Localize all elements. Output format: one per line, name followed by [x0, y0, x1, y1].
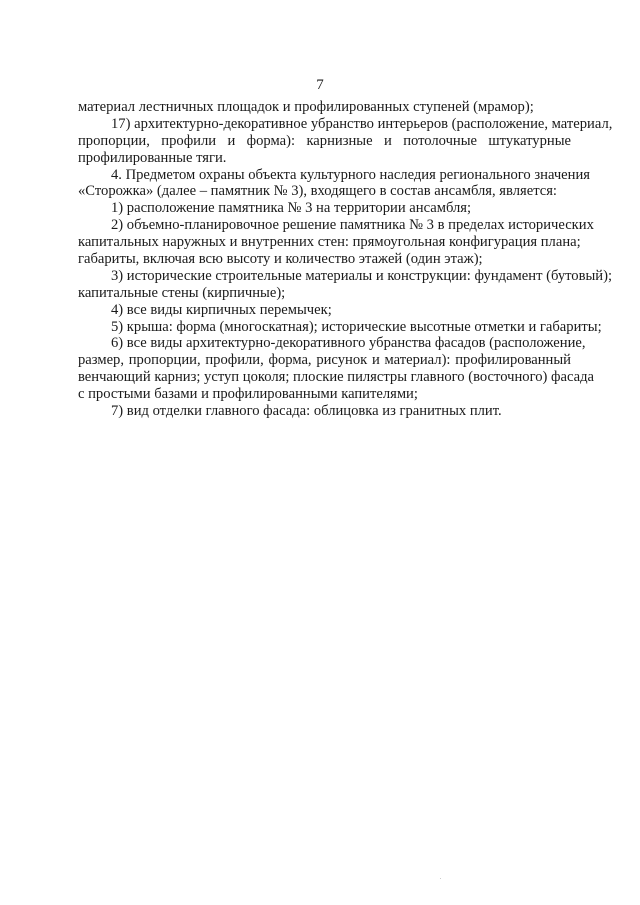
text-line: 7) вид отделки главного фасада: облицовка из гранитных плит.: [111, 403, 502, 420]
text-line: профилированные тяги.: [78, 149, 227, 166]
text-line: 17) архитектурно-декоративное убранство интерьеров (расположение, материал,: [111, 115, 613, 132]
paragraph: [78, 302, 571, 319]
page-number: 7: [316, 77, 324, 93]
text-line: 5) крыша: форма (многоскатная); исторические высотные отметки и габариты;: [111, 318, 602, 335]
text-line: 6) все виды архитектурно-декоративного убранства фасадов (расположение,: [111, 335, 586, 352]
text-line: с простыми базами и профилированными капителями;: [78, 386, 418, 403]
text-line: «Сторожка» (далее – памятник № 3), входящего в состав ансамбля, является:: [78, 183, 557, 200]
text-line: 1) расположение памятника № 3 на территории ансамбля;: [111, 200, 472, 217]
paragraph: [78, 217, 594, 268]
paragraph: [78, 200, 571, 217]
text-line: габариты, включая всю высоту и количество этажей (один этаж);: [78, 251, 483, 268]
paragraph: [78, 318, 602, 336]
text-line: венчающий карниз; уступ цоколя; плоские пилястры главного (восточного) фасада: [78, 369, 594, 386]
paragraph: [78, 99, 571, 116]
paragraph: [78, 335, 594, 403]
text-line: размер, пропорции, профили, форма, рисунок и материал): профилированный: [78, 352, 571, 369]
text-line: 3) исторические строительные материалы и конструкции: фундамент (бутовый);: [111, 267, 613, 284]
paragraph: [78, 267, 613, 302]
paragraph: [78, 115, 613, 167]
document-body: [78, 99, 613, 420]
text-line: 2) объемно-планировочное решение памятника № 3 в пределах исторических: [111, 217, 594, 234]
text-line: 4. Предметом охраны объекта культурного наследия регионального значения: [111, 166, 590, 183]
text-line: материал лестничных площадок и профилированных ступеней (мрамор);: [78, 99, 534, 115]
text-line: пропорции, профили и форма): карнизные и потолочные штукатурные: [78, 132, 571, 149]
text-line: капитальные стены (кирпичные);: [78, 284, 286, 301]
text-line: 4) все виды кирпичных перемычек;: [111, 301, 332, 318]
paragraph: [78, 403, 571, 420]
scan-speck: [440, 878, 441, 879]
paragraph: [78, 166, 590, 201]
text-line: капитальных наружных и внутренних стен: прямоугольная конфигурация плана;: [78, 234, 581, 251]
